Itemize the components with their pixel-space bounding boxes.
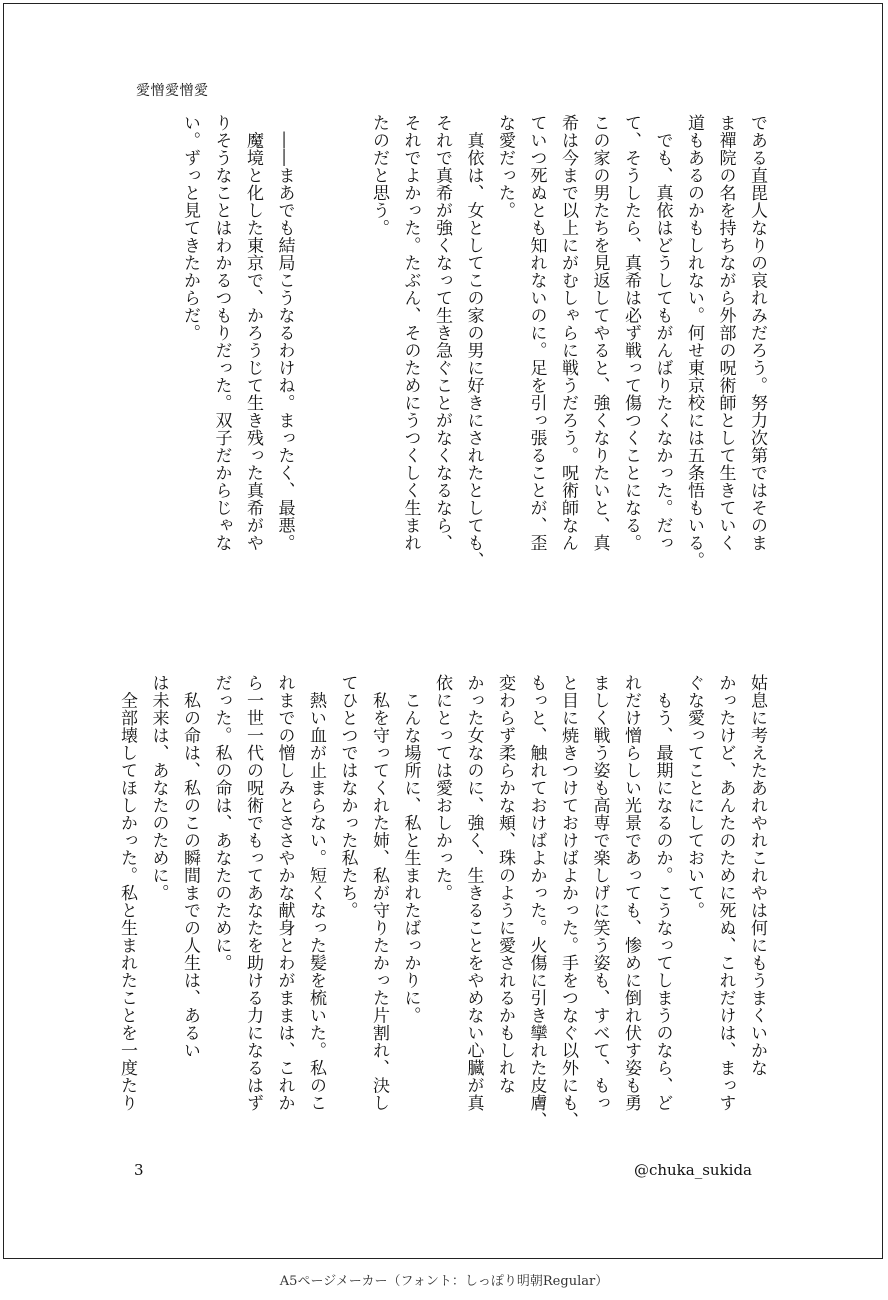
page-frame	[3, 3, 883, 1259]
running-header-title: 愛憎愛憎愛	[136, 83, 209, 99]
footer-caption: A5ページメーカー（フォント：しっぽり明朝Regular）	[279, 1274, 609, 1289]
author-handle: @chuka_sukida	[633, 1161, 752, 1179]
page-number: 3	[134, 1161, 144, 1179]
vertical-text-block-bottom: 姑息に考えたあれやれこれやは何にもうまくいかな かったけど、あんたのために死ぬ、これだけは、まっす ぐな愛ってことにしておいて。 もう、最期になるのか。こうなってしまうのなら、ど れだけ憎らしい光景であっても、惨めに倒れ伏す姿も勇 ましく戦う姿も高専で楽しげに笑う姿も、すべて、もっ と目に焼きつけておけばよかった。手をつなぐ以外にも、 もっと、触れておけばよかった。火傷に引き攣れた皮膚、 変わらず柔らかな頬、珠のように愛されるかもしれな かった女なのに、強く、生きることをやめない心臓が真 依にとっては愛おしかった。 こんな場所に、私と生まれたばっかりに。 私を守ってくれた姉、私が守りたかった片割れ、決し てひとつではなかった私たち。 熱い血が止まらない。短くなった髪を梳いた。私のこ れまでの憎しみとささやかな献身とわがままは、これか ら一世一代の呪術でもってあなたを助ける力になるはず だった。私の命は、あなたのために。 私の命は、私のこの瞬間までの人生は、あるい は未来は、あなたのために。 全部壊してほしかった。私と生まれたことを一度たり	[117, 674, 767, 1129]
vertical-text-block-top: である直毘人なりの哀れみだろう。努力次第ではそのま ま禪院の名を持ちながら外部の呪術師として生きていく 道もあるのかもしれない。何せ東京校には五条悟もいる。 でも、真依はどうしてもがんばりたくなかった。だっ て、そうしたら、真希は必ず戦って傷つくことになる。 この家の男たちを見返してやると、強くなりたいと、真 希は今まで以上にがむしゃらに戦うだろう。呪術師なん ていつ死ぬとも知れないのに。足を引っ張ることが、歪 な愛だった。 真依は、女としてこの家の男に好きにされたとしても、 それで真希が強くなって生き急ぐことがなくなるなら、 それでよかった。たぶん、そのためにうつくしく生まれ たのだと思う。 ――まあでも結局こうなるわけね。まったく、最悪。 魔境と化した東京で、かろうじて生き残った真希がや りそうなことはわかるつもりだった。双子だからじゃな い。ずっと見てきたからだ。	[180, 114, 767, 569]
